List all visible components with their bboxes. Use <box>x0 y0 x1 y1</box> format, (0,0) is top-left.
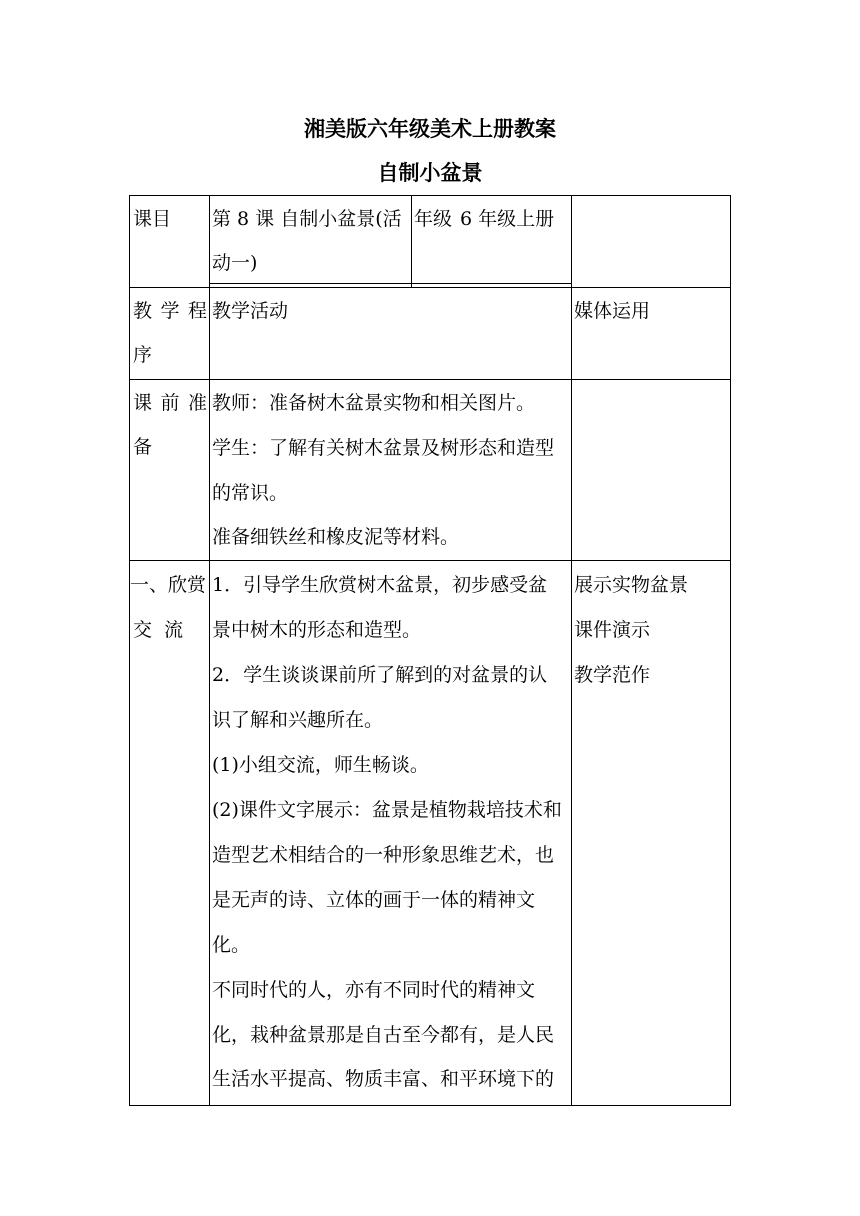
preparation-label-line2: 备 <box>133 436 153 458</box>
activity-header: 教学活动 <box>212 300 289 322</box>
section1-line: (1)小组交流，师生畅谈。 <box>212 754 429 776</box>
preparation-label-line1: 课 前 准 <box>133 392 207 414</box>
column-divider <box>411 195 412 287</box>
column-divider <box>209 195 210 1106</box>
lesson-plan-table <box>129 195 731 1106</box>
grade-label: 年级 <box>414 208 453 230</box>
preparation-line: 准备细铁丝和橡皮泥等材料。 <box>212 526 460 548</box>
grade-value: 6 年级上册 <box>460 208 555 230</box>
section1-line: 景中树木的形态和造型。 <box>212 619 422 641</box>
section1-line: 2．学生谈谈课前所了解到的对盆景的认 <box>212 664 548 686</box>
table-border-left <box>129 195 130 1106</box>
document-subtitle: 自制小盆景 <box>377 161 483 185</box>
preparation-line: 的常识。 <box>212 482 289 504</box>
section1-line: 造型艺术相结合的一种形象思维艺术，也 <box>212 844 555 866</box>
section1-line: 化，栽种盆景那是自古至今都有，是人民 <box>212 1024 555 1046</box>
procedure-header-line1: 教 学 程 <box>133 300 207 322</box>
course-label: 课目 <box>133 208 172 230</box>
section1-line: 化。 <box>212 934 251 956</box>
course-value-line1: 第 8 课 自制小盆景(活 <box>212 208 402 230</box>
table-border-top <box>129 195 731 196</box>
procedure-header-line2: 序 <box>133 344 153 366</box>
row-divider <box>129 287 731 288</box>
section1-line: 1．引导学生欣赏树木盆景，初步感受盆 <box>212 574 548 596</box>
section1-line: (2)课件文字展示：盆景是植物栽培技术和 <box>212 799 562 821</box>
section1-line: 是无声的诗、立体的画于一体的精神文 <box>212 889 536 911</box>
table-border-right <box>730 195 731 1106</box>
media-item: 课件演示 <box>574 619 651 641</box>
section1-label-line2: 交 流 <box>133 619 184 641</box>
section1-label-line1: 一、欣赏 <box>130 574 207 596</box>
media-header: 媒体运用 <box>574 300 651 322</box>
media-item: 教学范作 <box>574 664 651 686</box>
row-divider <box>129 379 731 380</box>
section1-line: 生活水平提高、物质丰富、和平环境下的 <box>212 1068 555 1090</box>
document-title: 湘美版六年级美术上册教案 <box>304 117 556 141</box>
preparation-line: 教师：准备树木盆景实物和相关图片。 <box>212 392 536 414</box>
media-item: 展示实物盆景 <box>574 574 689 596</box>
section1-line: 识了解和兴趣所在。 <box>212 709 384 731</box>
preparation-line: 学生：了解有关树木盆景及树形态和造型 <box>212 437 555 459</box>
section1-line: 不同时代的人，亦有不同时代的精神文 <box>212 979 536 1001</box>
column-divider <box>571 195 572 1106</box>
table-border-bottom <box>129 1105 731 1106</box>
course-value-line2: 动一) <box>212 252 258 274</box>
row-divider <box>129 560 731 561</box>
